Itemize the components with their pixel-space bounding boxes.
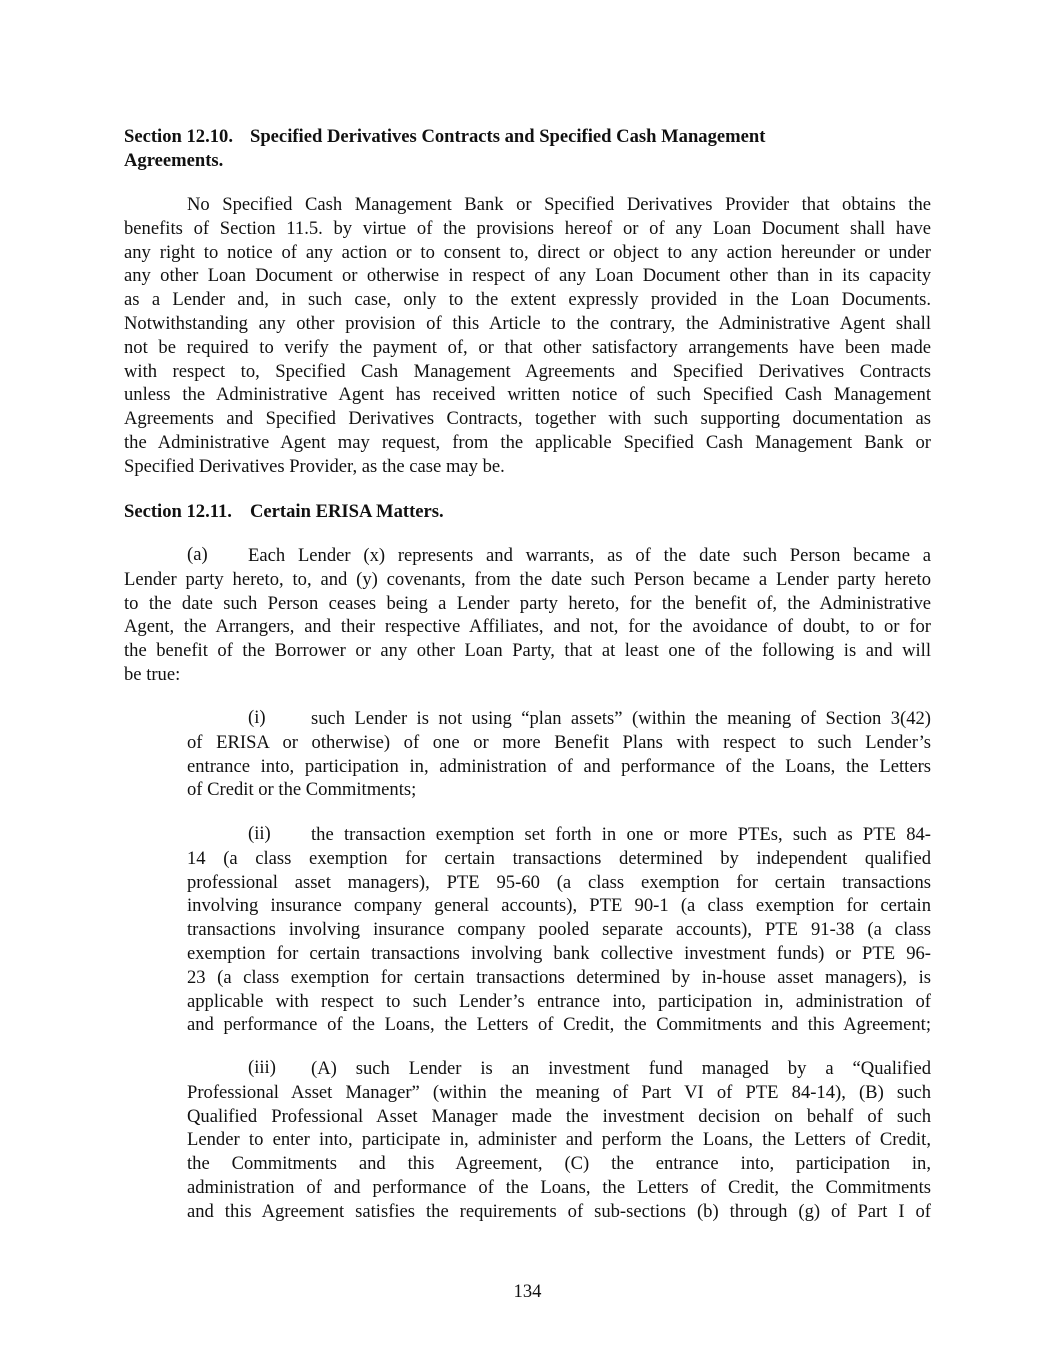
text-line: as a Lender and, in such case, only to the extent expressly provided in the Loan Documents. — [124, 289, 931, 311]
paragraph-label: (i) — [248, 707, 266, 728]
heading-line: Agreements. — [124, 149, 224, 171]
paragraph-label: (iii) — [248, 1057, 276, 1078]
page-number: 134 — [513, 1281, 542, 1302]
paragraph-iii — [187, 1057, 931, 1224]
section-number: Section 12.10. — [124, 126, 233, 147]
text-line: administration of and performance of the Loans, the Letters of Credit, the Commitments — [187, 1176, 931, 1198]
text-line: and this Agreement satisfies the requirements of sub-sections (b) through (g) of Part I of — [187, 1200, 931, 1222]
paragraph-label: (ii) — [248, 823, 271, 844]
text-line: be true: — [124, 663, 181, 685]
text-line: any other Loan Document or otherwise in respect of any Loan Document other than in its capacity — [124, 265, 931, 287]
text-line: entrance into, participation in, administration of and performance of the Loans, the Letters — [187, 755, 931, 777]
heading-line — [124, 500, 844, 524]
text-line: Lender to enter into, participate in, administer and perform the Loans, the Letters of Credit, — [187, 1129, 931, 1151]
text-line: involving insurance company general accounts), PTE 90-1 (a class exemption for certain — [187, 895, 931, 917]
text-line: such Lender is not using “plan assets” (within the meaning of Section 3(42) — [311, 708, 931, 729]
section-12-10-heading — [124, 125, 844, 173]
text-line: the Administrative Agent may request, from the applicable Specified Cash Management Bank or — [124, 431, 931, 453]
paragraph-label: (a) — [187, 544, 208, 565]
text-line: exemption for certain transactions involving bank collective investment funds) or PTE 96- — [187, 942, 931, 964]
text-line: and performance of the Loans, the Letters of Credit, the Commitments and this Agreement; — [187, 1014, 931, 1036]
text-line: with respect to, Specified Cash Management Agreements and Specified Derivatives Contracts — [124, 360, 931, 382]
heading-line — [124, 125, 844, 149]
paragraph-i — [187, 707, 931, 802]
text-line: Qualified Professional Asset Manager made the investment decision on behalf of such — [187, 1105, 931, 1127]
section-title: Specified Derivatives Contracts and Specified Cash Management — [250, 126, 766, 147]
section-title: Certain ERISA Matters. — [250, 501, 444, 522]
text-line: No Specified Cash Management Bank or Specified Derivatives Provider that obtains the — [187, 194, 931, 215]
text-line: Agent, the Arrangers, and their respective Affiliates, and not, for the avoidance of doubt, to or for — [124, 616, 931, 638]
section-number: Section 12.11. — [124, 501, 232, 522]
text-line: any right to notice of any action or to consent to, direct or object to any action hereunder or under — [124, 241, 931, 263]
paragraph-no-specified-cash-management — [124, 193, 931, 479]
text-line: Specified Derivatives Provider, as the case may be. — [124, 455, 505, 477]
text-line: the benefit of the Borrower or any other Loan Party, that at least one of the following is and will — [124, 640, 931, 662]
text-line: to the date such Person ceases being a Lender party hereto, for the benefit of, the Administrative — [124, 592, 931, 614]
paragraph-ii — [187, 823, 931, 1037]
section-12-11-heading — [124, 500, 844, 524]
text-line: the Commitments and this Agreement, (C) the entrance into, participation in, — [187, 1153, 931, 1175]
text-line: professional asset managers), PTE 95-60 (a class exemption for certain transactions — [187, 871, 931, 893]
text-line: (A) such Lender is an investment fund managed by a “Qualified — [311, 1058, 931, 1079]
text-line: not be required to verify the payment of, or that other satisfactory arrangements have been made — [124, 336, 931, 358]
text-line: benefits of Section 11.5. by virtue of the provisions hereof or of any Loan Document shall have — [124, 217, 931, 239]
text-line: the transaction exemption set forth in one or more PTEs, such as PTE 84- — [311, 824, 931, 845]
text-line: Professional Asset Manager” (within the meaning of Part VI of PTE 84-14), (B) such — [187, 1081, 931, 1103]
text-line: Each Lender (x) represents and warrants, as of the date such Person became a — [248, 545, 931, 566]
text-line: Lender party hereto, to, and (y) covenants, from the date such Person became a Lender party hereto — [124, 568, 931, 590]
text-line: 23 (a class exemption for certain transactions determined by in-house asset managers), is — [187, 966, 931, 988]
text-line: 14 (a class exemption for certain transactions determined by independent qualified — [187, 847, 931, 869]
text-line: applicable with respect to such Lender’s entrance into, participation in, administration of — [187, 990, 931, 1012]
text-line: of ERISA or otherwise) of one or more Benefit Plans with respect to such Lender’s — [187, 731, 931, 753]
text-line: unless the Administrative Agent has received written notice of such Specified Cash Management — [124, 384, 931, 406]
text-line: Agreements and Specified Derivatives Contracts, together with such supporting documentation as — [124, 408, 931, 430]
text-line: of Credit or the Commitments; — [187, 779, 417, 801]
paragraph-a — [124, 544, 931, 687]
text-line: transactions involving insurance company pooled separate accounts), PTE 91-38 (a class — [187, 919, 931, 941]
text-line: Notwithstanding any other provision of this Article to the contrary, the Administrative Agent shall — [124, 312, 931, 334]
